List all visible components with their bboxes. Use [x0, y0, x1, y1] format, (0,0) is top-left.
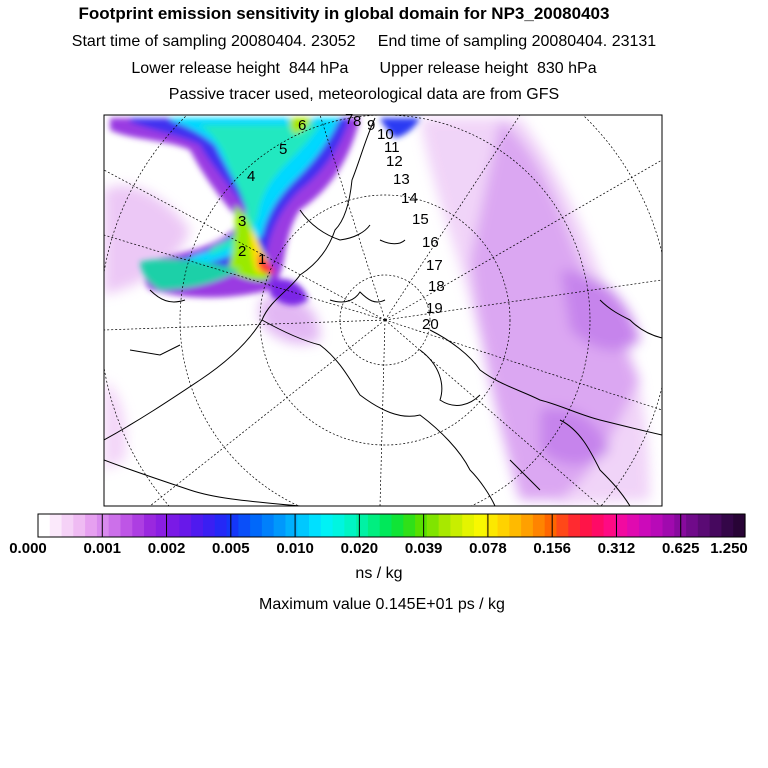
- colorbar-segment: [179, 514, 191, 537]
- colorbar-segment: [368, 514, 380, 537]
- plot-title: Footprint emission sensitivity in global domain for NP3_20080403: [78, 4, 610, 23]
- trajectory-label-16: 16: [422, 234, 439, 251]
- trajectory-label-13: 13: [393, 171, 410, 188]
- colorbar-tick-label: 0.010: [276, 540, 314, 557]
- colorbar-segment: [509, 514, 521, 537]
- colorbar-segment: [580, 514, 592, 537]
- colorbar-segment: [85, 514, 97, 537]
- colorbar-segment: [710, 514, 722, 537]
- colorbar-segment: [439, 514, 451, 537]
- trajectory-label-4: 4: [247, 168, 256, 185]
- colorbar-segment: [215, 514, 227, 537]
- tracer-info-line: Passive tracer used, meteorological data are from GFS: [168, 86, 560, 103]
- colorbar-tick-label: 0.020: [340, 540, 379, 557]
- colorbar-segment: [556, 514, 568, 537]
- colorbar-tick-label: 0.002: [147, 540, 186, 557]
- colorbar-tick-label: 0.078: [469, 540, 507, 557]
- colorbar-tick-labels: [9, 540, 748, 557]
- colorbar-segment: [227, 514, 239, 537]
- colorbar-segment: [321, 514, 333, 537]
- maximum-value-text: Maximum value 0.145E+01 ps / kg: [259, 596, 505, 613]
- colorbar-segment: [333, 514, 345, 537]
- colorbar-segment: [191, 514, 203, 537]
- trajectory-label-14: 14: [401, 190, 418, 207]
- colorbar-tick-label: 0.625: [661, 540, 700, 557]
- colorbar-tick-label: 0.005: [212, 540, 250, 557]
- colorbar-segment: [38, 514, 50, 537]
- colorbar-tick-label: 0.039: [404, 540, 443, 557]
- trajectory-label-7: 7: [345, 111, 354, 128]
- colorbar-segment: [309, 514, 321, 537]
- colorbar-unit: ns / kg: [355, 565, 403, 582]
- trajectory-label-19: 19: [426, 300, 443, 317]
- trajectory-label-11: 11: [384, 139, 400, 156]
- colorbar-tick-label: 0.000: [9, 540, 47, 557]
- colorbar-segment: [403, 514, 415, 537]
- colorbar-segment: [97, 514, 109, 537]
- colorbar-segment: [568, 514, 580, 537]
- colorbar-segment: [62, 514, 74, 537]
- colorbar-segment: [109, 514, 121, 537]
- colorbar-segment: [462, 514, 474, 537]
- colorbar-segment: [592, 514, 604, 537]
- colorbar-segment: [132, 514, 144, 537]
- colorbar-segment: [262, 514, 274, 537]
- colorbar-segment: [380, 514, 392, 537]
- colorbar-segment: [168, 514, 180, 537]
- colorbar-segment: [344, 514, 356, 537]
- sampling-time-line: Start time of sampling 20080404. 23052 End time of sampling 20080404. 23131: [71, 33, 657, 50]
- colorbar-segment: [663, 514, 675, 537]
- trajectory-label-8: 8: [353, 113, 362, 130]
- colorbar-segment: [274, 514, 286, 537]
- colorbar-segment: [238, 514, 250, 537]
- colorbar-tick-label: 0.312: [597, 540, 636, 557]
- trajectory-label-9: 9: [367, 117, 376, 134]
- colorbar-segment: [721, 514, 733, 537]
- release-height-line: Lower release height 844 hPa Upper release height 830 hPa: [131, 60, 597, 77]
- colorbar-segment: [686, 514, 698, 537]
- colorbar-tick-label: 1.250: [710, 540, 748, 557]
- colorbar-segment: [50, 514, 62, 537]
- trajectory-label-20: 20: [422, 316, 439, 333]
- trajectory-label-17: 17: [426, 257, 443, 274]
- colorbar-segment: [604, 514, 616, 537]
- trajectory-label-1: 1: [258, 251, 267, 268]
- colorbar-segment: [498, 514, 510, 537]
- colorbar-tick-label: 0.156: [533, 540, 571, 557]
- colorbar-segment: [356, 514, 368, 537]
- colorbar-segment: [733, 514, 745, 537]
- colorbar-segment: [651, 514, 663, 537]
- trajectory-label-5: 5: [279, 141, 288, 158]
- colorbar-segment: [144, 514, 156, 537]
- colorbar-segment: [73, 514, 85, 537]
- trajectory-label-18: 18: [428, 278, 445, 295]
- trajectory-label-12: 12: [386, 153, 403, 170]
- trajectory-label-2: 2: [238, 243, 247, 260]
- colorbar-tick-label: 0.001: [83, 540, 122, 557]
- colorbar-segment: [533, 514, 545, 537]
- colorbar-segment: [615, 514, 627, 537]
- trajectory-label-3: 3: [238, 213, 247, 230]
- trajectory-label-10: 10: [377, 126, 394, 143]
- colorbar-segment: [627, 514, 639, 537]
- colorbar-segment: [203, 514, 215, 537]
- colorbar-segment: [415, 514, 427, 537]
- colorbar-segment: [392, 514, 404, 537]
- colorbar-segment: [120, 514, 132, 537]
- colorbar-segments: [38, 514, 746, 537]
- colorbar-segment: [698, 514, 710, 537]
- colorbar-segment: [297, 514, 309, 537]
- colorbar-segment: [450, 514, 462, 537]
- colorbar-segment: [285, 514, 297, 537]
- colorbar-segment: [639, 514, 651, 537]
- trajectory-label-15: 15: [412, 211, 429, 228]
- trajectory-label-6: 6: [298, 117, 307, 134]
- colorbar-segment: [250, 514, 262, 537]
- colorbar-segment: [427, 514, 439, 537]
- colorbar-segment: [545, 514, 557, 537]
- colorbar-segment: [521, 514, 533, 537]
- colorbar-segment: [474, 514, 486, 537]
